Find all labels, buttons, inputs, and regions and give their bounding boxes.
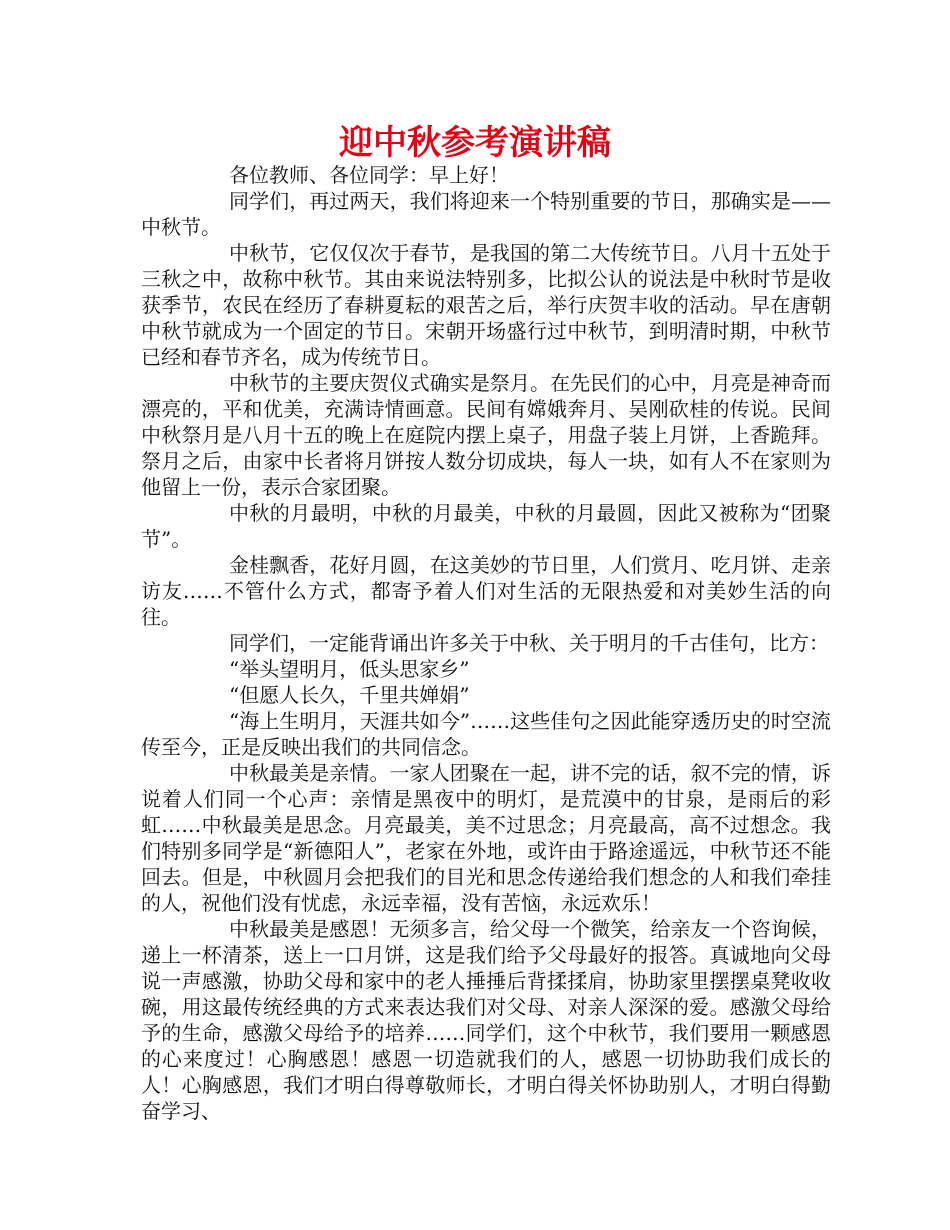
body-paragraph: 中秋最美是亲情。一家人团聚在一起，讲不完的话，叙不完的情，诉说着人们同一个心声：亲情是黑夜中的明灯，是荒漠中的甘泉，是雨后的彩虹……中秋最美是思念。月亮最美，美不过思念；月亮最高，高不过想念。我们特别多同学是“新德阳人”，老家在外地，或许由于路途遥远，中秋节还不能回去。但是，中秋圆月会把我们的目光和思念传递给我们想念的人和我们牵挂的人，祝他们没有忧虑，永远幸福，没有苦恼，永远欢乐！ bbox=[141, 761, 831, 915]
body-paragraph: 中秋最美是感恩！无须多言，给父母一个微笑，给亲友一个咨询候，递上一杯清茶，送上一口月饼，这是我们给予父母最好的报答。真诚地向父母说一声感激，协助父母和家中的老人捶捶后背揉揉肩，协助家里摆摆桌凳收收碗，用这最传统经典的方式来表达我们对父母、对亲人深深的爱。感激父母给予的生命，感激父母给予的培养……同学们，这个中秋节，我们要用一颗感恩的心来度过！心胸感恩！感恩一切造就我们的人，感恩一切协助我们成长的人！心胸感恩，我们才明白得尊敬师长，才明白得关怀协助别人，才明白得勤奋学习、 bbox=[141, 917, 831, 1123]
greeting-paragraph: 各位教师、各位同学：早上好！ bbox=[229, 163, 509, 187]
body-paragraph: 中秋节，它仅仅次于春节，是我国的第二大传统节日。八月十五处于三秋之中，故称中秋节。其由来说法特别多，比拟公认的说法是中秋时节是收获季节，农民在经历了春耕夏耘的艰苦之后，举行庆贺丰收的活动。早在唐朝中秋节就成为一个固定的节日。宋朝开场盛行过中秋节，到明清时期，中秋节已经和春节齐名，成为传统节日。 bbox=[141, 241, 831, 369]
quote-line: “举头望明月，低头思家乡” bbox=[229, 657, 470, 681]
quote-line: “海上生明月，天涯共如今”……这些佳句之因此能穿透历史的时空流传至今，正是反映出我们的共同信念。 bbox=[141, 709, 831, 759]
document-body bbox=[141, 162, 831, 1124]
body-paragraph: 中秋的月最明，中秋的月最美，中秋的月最圆，因此又被称为“团聚节”。 bbox=[141, 501, 831, 551]
body-paragraph: 同学们，一定能背诵出许多关于中秋、关于明月的千古佳句，比方： bbox=[229, 631, 829, 655]
quote-line: “但愿人长久，千里共婵娟” bbox=[229, 683, 470, 707]
body-paragraph: 中秋节的主要庆贺仪式确实是祭月。在先民们的心中，月亮是神奇而漂亮的，平和优美，充满诗情画意。民间有嫦娥奔月、吴刚砍桂的传说。民间中秋祭月是八月十五的晚上在庭院内摆上桌子，用盘子装上月饼，上香跪拜。祭月之后，由家中长者将月饼按人数分切成块，每人一块，如有人不在家则为他留上一份，表示合家团聚。 bbox=[141, 371, 831, 499]
body-paragraph: 金桂飘香，花好月圆，在这美妙的节日里，人们赏月、吃月饼、走亲访友……不管什么方式，都寄予着人们对生活的无限热爱和对美妙生活的向往。 bbox=[141, 553, 831, 629]
document-title: 迎中秋参考演讲稿 bbox=[339, 123, 611, 163]
body-paragraph: 同学们，再过两天，我们将迎来一个特别重要的节日，那确实是——中秋节。 bbox=[141, 189, 831, 239]
